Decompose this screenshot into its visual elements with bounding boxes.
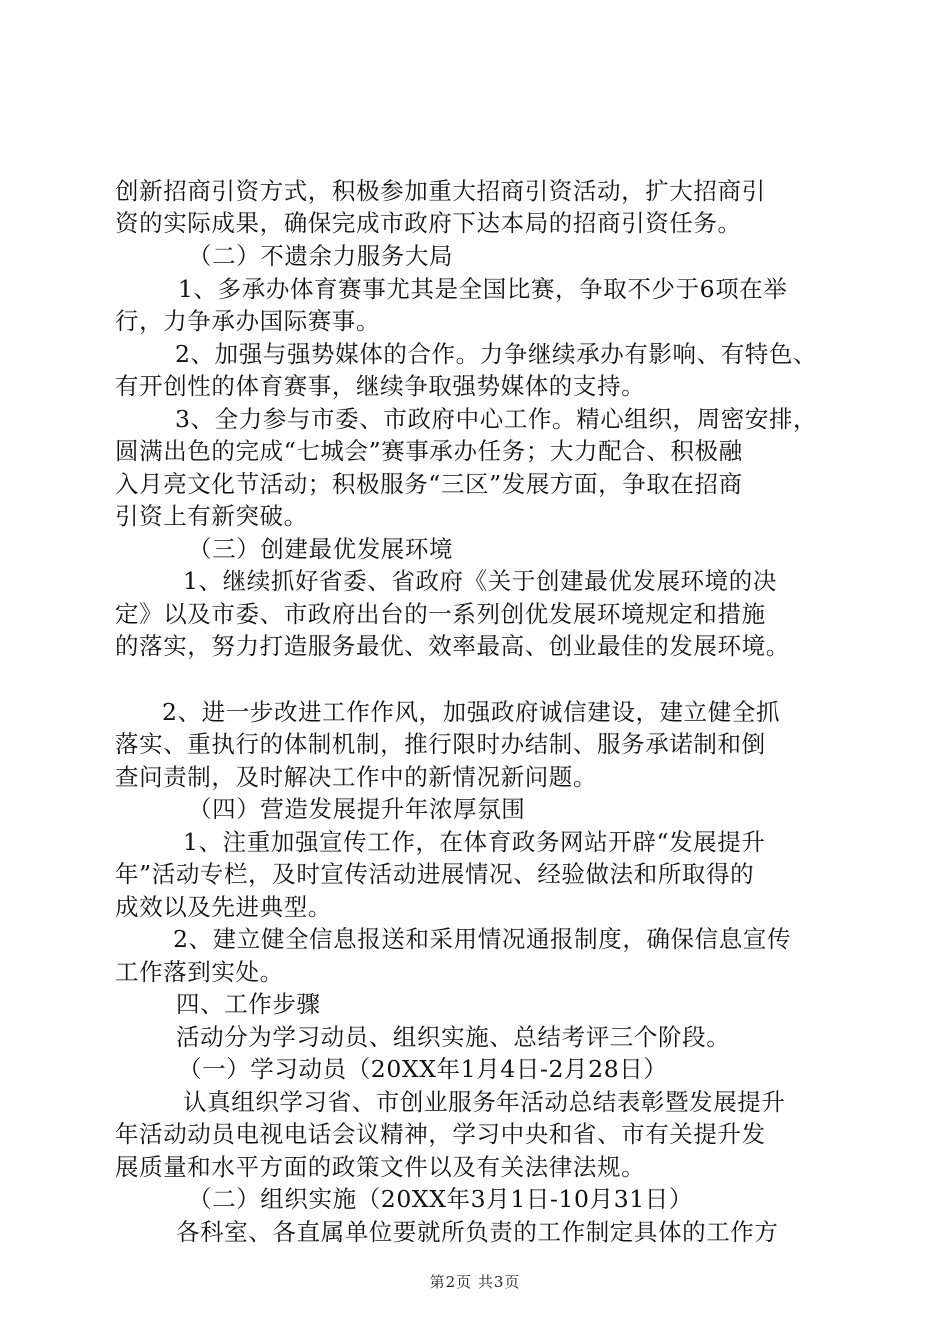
text-line: 资的实际成果，确保完成市政府下达本局的招商引资任务。 xyxy=(115,209,742,237)
section-heading: （一）学习动员（20XX年1月4日-2月28日） xyxy=(178,1055,668,1083)
text-line: 认真组织学习省、市创业服务年活动总结表彰暨发展提升 xyxy=(183,1088,786,1116)
text-line: 3、全力参与市委、市政府中心工作。精心组织，周密安排， xyxy=(175,405,818,433)
text-line: 各科室、各直属单位要就所负责的工作制定具体的工作方 xyxy=(176,1218,779,1246)
text-line: 2、建立健全信息报送和采用情况通报制度，确保信息宣传 xyxy=(173,925,792,953)
text-line: 入月亮文化节活动；积极服务“三区”发展方面，争取在招商 xyxy=(115,470,743,498)
text-line: 年活动动员电视电话会议精神，学习中央和省、市有关提升发 xyxy=(115,1120,766,1148)
section-heading: 四、工作步骤 xyxy=(176,990,321,1018)
text-line: 年”活动专栏，及时宣传活动进展情况、经验做法和所取得的 xyxy=(115,860,755,888)
text-line: 落实、重执行的体制机制，推行限时办结制、服务承诺制和倒 xyxy=(115,730,766,758)
text-line: 引资上有新突破。 xyxy=(115,502,308,530)
text-line: 1、多承办体育赛事尤其是全国比赛，争取不少于6项在举 xyxy=(178,275,788,303)
text-line: 查问责制，及时解决工作中的新情况新问题。 xyxy=(115,763,597,791)
text-line: 成效以及先进典型。 xyxy=(115,893,332,921)
section-heading: （三）创建最优发展环境 xyxy=(188,535,454,563)
text-line: 2、进一步改进工作作风，加强政府诚信建设，建立健全抓 xyxy=(162,698,781,726)
text-line: 有开创性的体育赛事，继续争取强势媒体的支持。 xyxy=(115,372,646,400)
section-heading: （四）营造发展提升年浓厚氛围 xyxy=(188,795,526,823)
text-line: 活动分为学习动员、组织实施、总结考评三个阶段。 xyxy=(176,1023,731,1051)
text-line: 1、继续抓好省委、省政府《关于创建最优发展环境的决 xyxy=(183,567,777,595)
text-line: 1、注重加强宣传工作，在体育政务网站开辟“发展提升 xyxy=(183,828,766,856)
text-line: 的落实，努力打造服务最优、效率最高、创业最佳的发展环境。 xyxy=(115,632,790,660)
text-line: 圆满出色的完成“七城会”赛事承办任务；大力配合、积极融 xyxy=(115,437,743,465)
text-line: 行，力争承办国际赛事。 xyxy=(115,307,381,335)
section-heading: （二）组织实施（20XX年3月1日-10月31日） xyxy=(188,1185,694,1213)
text-line: 2、加强与强势媒体的合作。力争继续承办有影响、有特色、 xyxy=(175,340,818,368)
page-footer: 第2页 共3页 xyxy=(429,1273,521,1291)
text-line: 展质量和水平方面的政策文件以及有关法律法规。 xyxy=(115,1153,646,1181)
text-line: 工作落到实处。 xyxy=(115,958,284,986)
section-heading: （二）不遗余力服务大局 xyxy=(188,242,454,270)
text-line: 创新招商引资方式，积极参加重大招商引资活动，扩大招商引 xyxy=(115,177,766,205)
text-line: 定》以及市委、市政府出台的一系列创优发展环境规定和措施 xyxy=(115,600,766,628)
